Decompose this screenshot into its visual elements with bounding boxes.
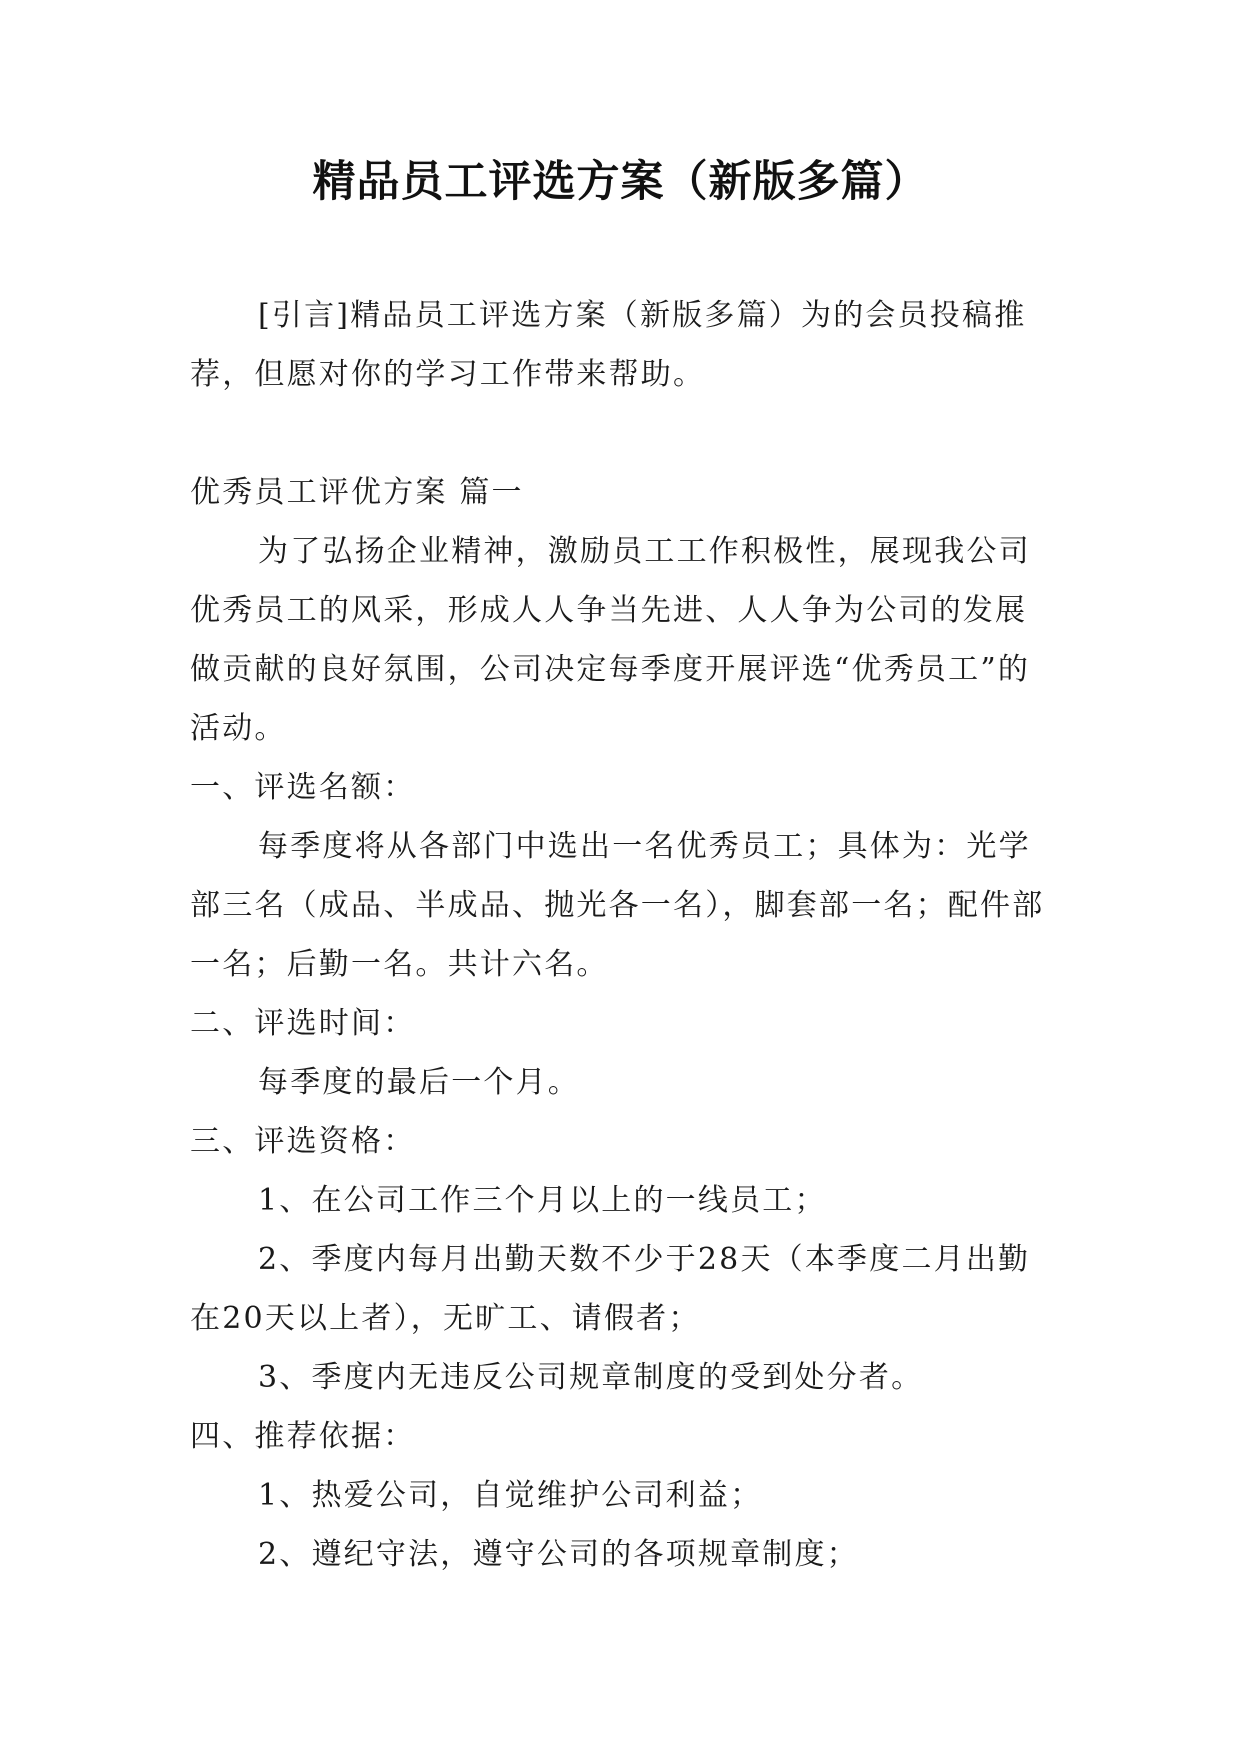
- eligibility-item-3: 3、季度内无违反公司规章制度的受到处分者。: [258, 1360, 924, 1395]
- intro-paragraph: [引言]精品员工评选方案（新版多篇）为的会员投稿推荐，但愿对你的学习工作带来帮助。: [190, 298, 1027, 392]
- paragraph-quota: 每季度将从各部门中选出一名优秀员工；具体为：光学部三名（成品、半成品、抛光各一名），脚套部一名；配件部一名；后勤一名。共计六名。: [190, 829, 1045, 982]
- paragraph-purpose: 为了弘扬企业精神，激励员工工作积极性，展现我公司优秀员工的风采，形成人人争当先进、人人争为公司的发展做贡献的良好氛围，公司决定每季度开展评选“优秀员工”的活动。: [190, 534, 1031, 746]
- heading-eligibility: 三、评选资格：: [190, 1124, 416, 1159]
- paragraph-time: 每季度的最后一个月。: [258, 1065, 580, 1100]
- document-title: 精品员工评选方案（新版多篇）: [312, 157, 929, 207]
- eligibility-item-2: 2、季度内每月出勤天数不少于28天（本季度二月出勤在20天以上者），无旷工、请假者；: [190, 1242, 1031, 1336]
- heading-time: 二、评选时间：: [190, 1006, 416, 1041]
- heading-basis: 四、推荐依据：: [190, 1419, 416, 1454]
- heading-quota: 一、评选名额：: [190, 770, 416, 805]
- document-body: [190, 286, 1056, 1584]
- basis-item-2: 2、遵纪守法，遵守公司的各项规章制度；: [258, 1537, 859, 1572]
- basis-item-1: 1、热爱公司，自觉维护公司利益；: [258, 1478, 763, 1513]
- eligibility-item-1: 1、在公司工作三个月以上的一线员工；: [258, 1183, 827, 1218]
- section-title: 优秀员工评优方案 篇一: [190, 475, 524, 510]
